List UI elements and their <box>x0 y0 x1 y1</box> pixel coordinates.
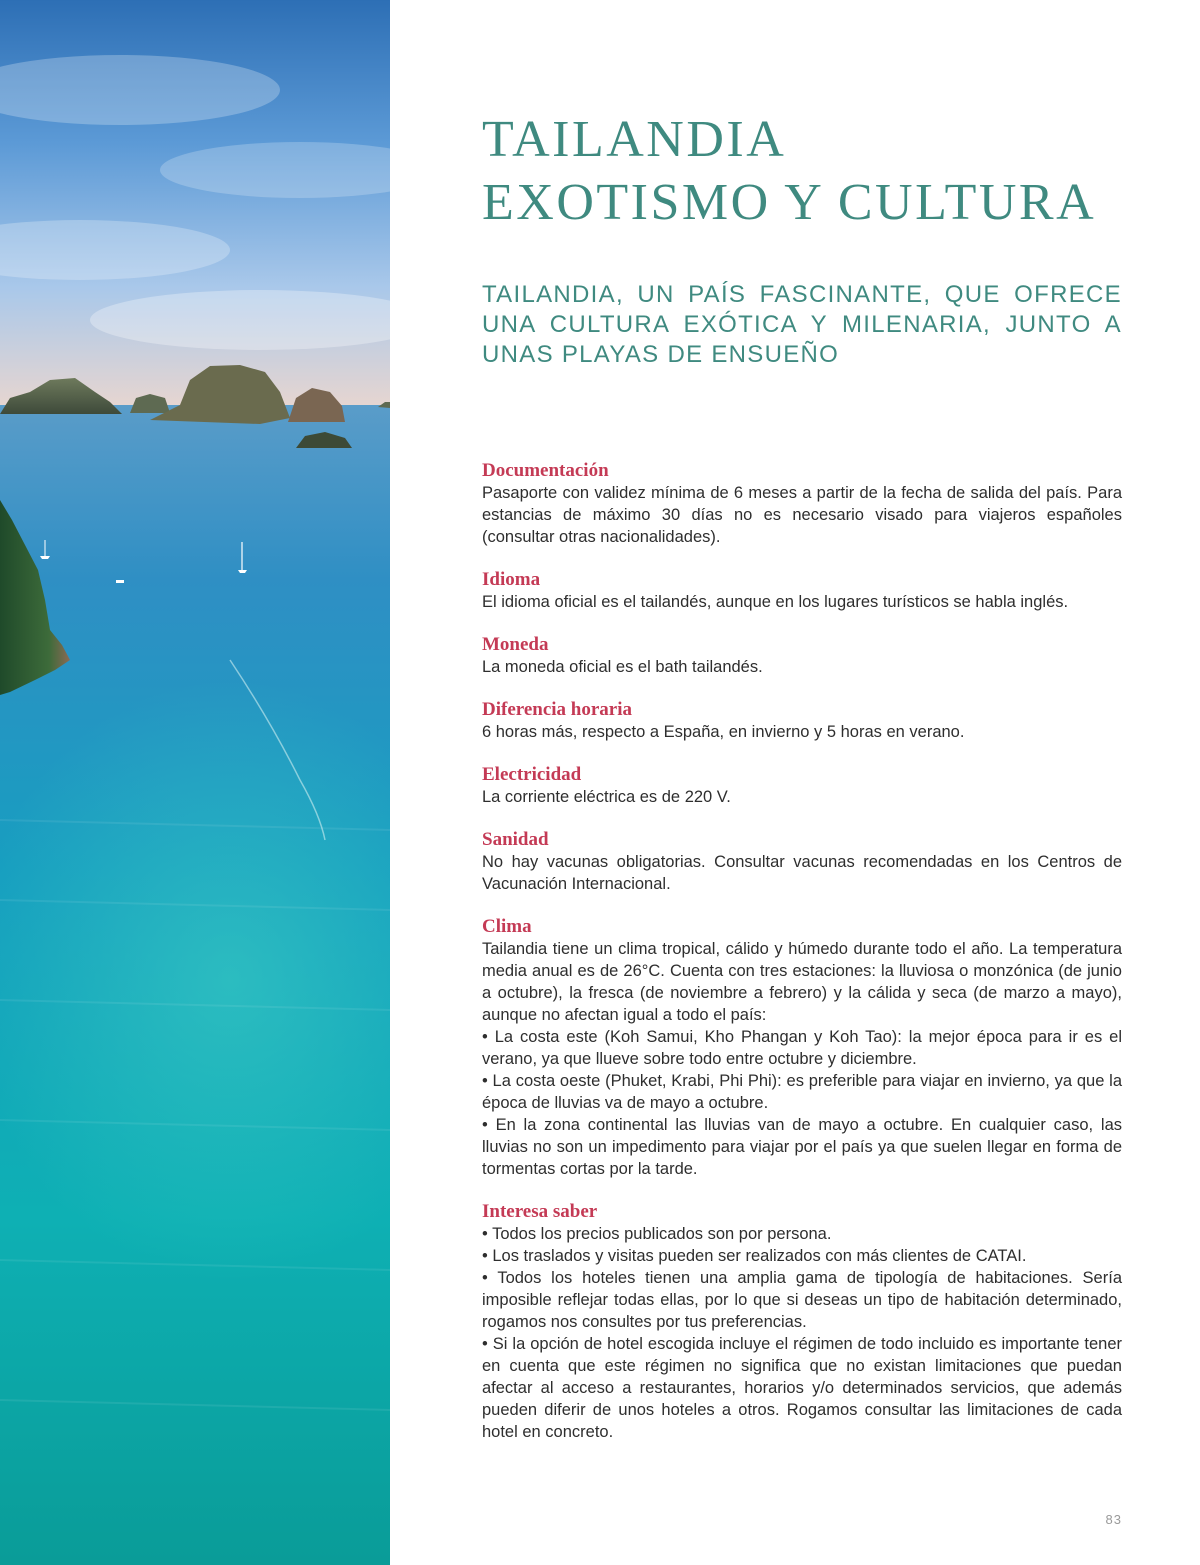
section-heading: Electricidad <box>482 764 582 785</box>
bullet-item: • La costa oeste (Phuket, Krabi, Phi Phi): es preferible para viajar en invierno, ya que la época de lluvias va de mayo a octubre. <box>482 1072 1122 1112</box>
section-idioma <box>482 569 1122 613</box>
info-sections <box>482 460 1122 1443</box>
bullet-item: • Los traslados y visitas pueden ser realizados con más clientes de CATAI. <box>482 1247 1027 1265</box>
section-heading: Idioma <box>482 569 541 590</box>
section-heading: Interesa saber <box>482 1201 598 1222</box>
section-clima <box>482 916 1122 1180</box>
section-text: El idioma oficial es el tailandés, aunque en los lugares turísticos se habla inglés. <box>482 593 1069 611</box>
section-heading: Diferencia horaria <box>482 699 633 720</box>
bullet-item: • Todos los precios publicados son por persona. <box>482 1225 832 1243</box>
section-sanidad <box>482 829 1122 895</box>
section-text: No hay vacunas obligatorias. Consultar vacunas recomendadas en los Centros de Vacunación Internacional. <box>482 853 1122 893</box>
shallow-water <box>0 680 390 1280</box>
title-line: TAILANDIA <box>482 111 787 168</box>
section-text: Tailandia tiene un clima tropical, cálido y húmedo durante todo el año. La temperatura media anual es de 26°C. Cuenta con tres estaciones: la lluviosa o monzónica (de junio a octubre), la fresca (de noviembre a febrero) y la cálida y seca (de marzo a mayo), aunque no afectan igual a todo el país: <box>482 940 1122 1024</box>
section-interesa-saber <box>482 1201 1122 1443</box>
section-text: La moneda oficial es el bath tailandés. <box>482 658 763 676</box>
section-heading: Documentación <box>482 460 609 481</box>
section-moneda <box>482 634 1122 678</box>
section-heading: Moneda <box>482 634 549 655</box>
section-documentacion <box>482 460 1122 548</box>
bullet-item: • Todos los hoteles tienen una amplia gama de tipología de habitaciones. Sería imposible reflejar todas ellas, por lo que si deseas un tipo de habitación determinado, rogamos nos consultes por tus preferencias. <box>482 1269 1122 1331</box>
page-subtitle: TAILANDIA, UN PAÍS FASCINANTE, QUE OFRECE UNA CULTURA EXÓTICA Y MILENARIA, JUNTO A UNAS PLAYAS DE ENSUEÑO <box>482 281 1122 368</box>
section-heading: Sanidad <box>482 829 549 850</box>
section-heading: Clima <box>482 916 532 937</box>
section-text: La corriente eléctrica es de 220 V. <box>482 788 731 806</box>
section-electricidad <box>482 764 1122 808</box>
boat <box>116 580 124 583</box>
section-diferencia-horaria <box>482 699 1122 743</box>
bullet-item: • Si la opción de hotel escogida incluye el régimen de todo incluido es importante tener en cuenta que este régimen no significa que no existan limitaciones que puedan afectar al acceso a restaurantes, horarios y/o determinados servicios, que además pueden diferir de unos hoteles a otros. Rogamos consultar las limitaciones de cada hotel en concreto. <box>482 1335 1122 1441</box>
section-text: Pasaporte con validez mínima de 6 meses a partir de la fecha de salida del país. Para estancias de máximo 30 días no es necesario visado para viajeros españoles (consultar otras nacionalidades). <box>482 484 1122 546</box>
bullet-item: • En la zona continental las lluvias van de mayo a octubre. En cualquier caso, las lluvias no son un impedimento para viajar por el país ya que suelen llegar en forma de tormentas cortas por la tarde. <box>482 1116 1122 1178</box>
page-title <box>482 108 1122 234</box>
bullet-item: • La costa este (Koh Samui, Kho Phangan y Koh Tao): la mejor época para ir es el verano, ya que llueve sobre todo entre octubre y diciembre. <box>482 1028 1122 1068</box>
page-number: 83 <box>1105 1512 1122 1527</box>
hero-photo <box>0 0 390 1565</box>
content-column <box>482 108 1122 1464</box>
section-text: 6 horas más, respecto a España, en invierno y 5 horas en verano. <box>482 723 965 741</box>
title-line: EXOTISMO Y CULTURA <box>482 174 1097 231</box>
